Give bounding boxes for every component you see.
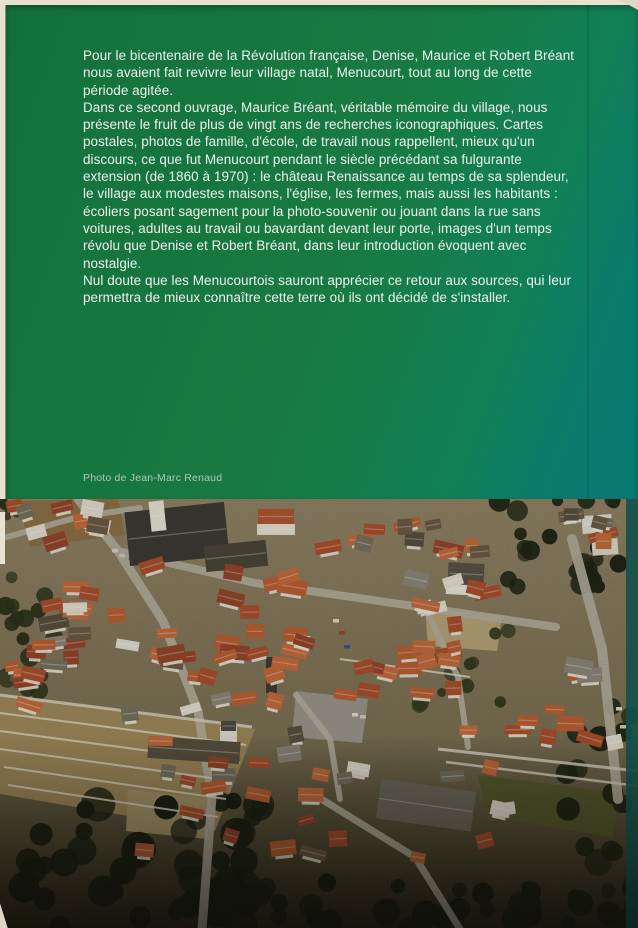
paper-edge-strip xyxy=(0,512,5,564)
photo-credit: Photo de Jean-Marc Renaud xyxy=(83,472,223,484)
green-cover-panel xyxy=(6,5,638,499)
blurb-paragraph-1: Pour le bicentenaire de la Révolution française, Denise, Maurice et Robert Bréant nous avaient fait revivre leur village natal, Menucourt, tout au long de cette période agitée. xyxy=(83,48,575,98)
blurb-paragraph-2: Dans ce second ouvrage, Maurice Bréant, véritable mémoire du village, nous présente le fruit de plus de vingt ans de recherches iconographiques. Cartes postales, photos de famille, d'école, de travail nous rappellent, mieux qu'un discours, ce que fut Menucourt pendant le siècle précédant sa fulgurante extension (de 1860 à 1970) : le château Renaissance au temps de sa splendeur, le village aux modestes maisons, l'église, les fermes, mais aussi les habitants : écoliers posant sagement pour la photo-souvenir ou jouant dans la rue sans voitures, adultes au travail ou bavardant devant leur porte, images d'un temps révolu que Denise et Robert Bréant, dans leur introduction évoquent avec nostalgie. xyxy=(83,99,569,271)
aerial-photo xyxy=(0,499,638,928)
back-cover-blurb xyxy=(83,47,577,306)
aerial-photo-svg xyxy=(0,499,638,928)
cover-crease-line xyxy=(587,5,589,499)
blurb-paragraph-3: Nul doute que les Menucourtois sauront apprécier ce retour aux sources, qui leur permettra de mieux connaître cette terre où ils ont décidé de s'installer. xyxy=(83,272,572,306)
